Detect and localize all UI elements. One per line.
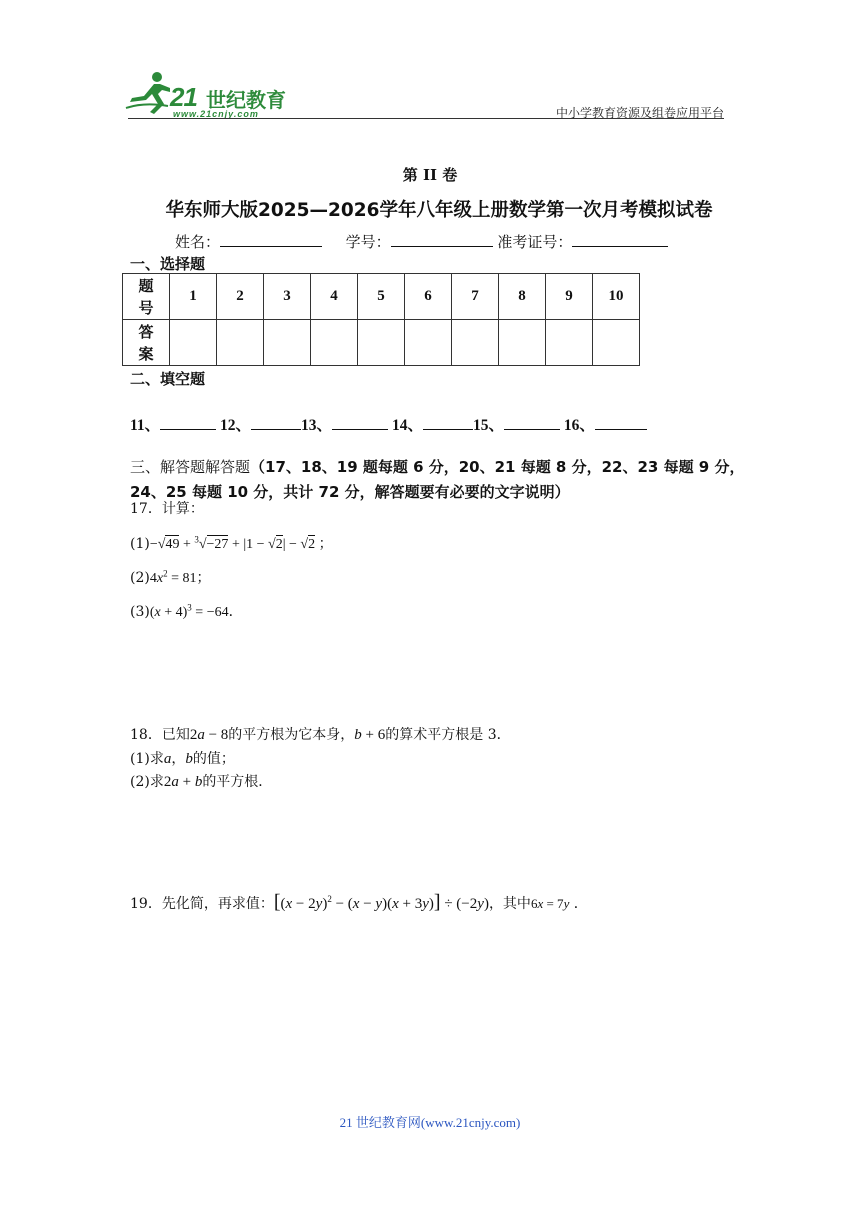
part-label: (3) [130, 604, 150, 620]
question-18-part-2: (2)求2a + b的平方根． [130, 774, 273, 790]
answer-cell[interactable] [499, 320, 546, 366]
fill-blank[interactable] [332, 415, 388, 430]
question-number: 4 [311, 274, 358, 320]
fill-blank[interactable] [251, 415, 301, 430]
blank-label: 16、 [563, 417, 595, 434]
question-number: 2 [217, 274, 264, 320]
platform-label: 中小学教育资源及组卷应用平台 [555, 106, 724, 120]
answer-cell[interactable] [358, 320, 405, 366]
header-divider [128, 118, 724, 119]
question-17-part-1: (1)−√49 + $^3$√−27 + |1 − √2| − √2 ； [130, 534, 333, 552]
answer-cell[interactable] [311, 320, 358, 366]
answer-cell[interactable] [217, 320, 264, 366]
section-solve-prefix: 三、解答题解答题 [130, 458, 251, 476]
text: 的平方根． [202, 774, 273, 790]
exam-id-blank[interactable] [572, 232, 668, 247]
logo-url: www.21cnjy.com [173, 109, 259, 119]
blank-label: 14、 [391, 417, 423, 434]
logo-text: 世纪教育 [206, 88, 286, 112]
answer-cell[interactable] [405, 320, 452, 366]
footer-link[interactable]: 21 世纪教育网(www.21cnjy.com) [339, 1115, 521, 1130]
question-number: 10 [593, 274, 640, 320]
fill-blank[interactable] [504, 415, 560, 430]
question-17-part-3: $(3)(x + 4)^3 = -64$． [130, 602, 243, 620]
question-number: 3 [264, 274, 311, 320]
text: (1)求 [130, 751, 164, 767]
question-18-part-1: (1)求a，b的值； [130, 751, 235, 767]
answer-cell[interactable] [546, 320, 593, 366]
volume-label: 第 II 卷 [402, 166, 458, 184]
name-blank[interactable] [220, 232, 322, 247]
text: 的算术平方根是 3． [385, 727, 511, 743]
section-solve-detail: （17、18、19 题每题 6 分，20、21 每题 8 分，22、23 每题 9 分，24、25 每题 10 分，共计 72 分，解答题要有必要的文字说明） [130, 458, 745, 501]
text: ，其中 [488, 896, 531, 912]
text: 19．先化简，再求值： [130, 896, 274, 912]
text: 的平方根为它本身， [228, 727, 355, 743]
row-header-number: 题 号 [123, 274, 170, 320]
answer-cell[interactable] [264, 320, 311, 366]
question-number: 6 [405, 274, 452, 320]
table-row [123, 274, 640, 320]
blank-label: 11、 [130, 417, 161, 434]
name-label: 姓名： [175, 233, 221, 251]
id-label: 学号： [345, 233, 391, 251]
row-header-answer: 答 案 [123, 320, 170, 366]
section-fill-title: 二、填空题 [130, 370, 206, 388]
section-choice-title: 一、选择题 [130, 255, 206, 273]
question-17-part-2: $(2)4x^2 = 81$； [130, 568, 211, 586]
section-solve-title [130, 455, 770, 505]
table-row [123, 320, 640, 366]
text: (2)求 [130, 774, 164, 790]
answer-cell[interactable] [593, 320, 640, 366]
question-number: 9 [546, 274, 593, 320]
answer-cell[interactable] [170, 320, 217, 366]
fill-blanks [130, 413, 647, 435]
fill-blank[interactable] [595, 415, 647, 430]
page-title: 华东师大版2025—2026学年八年级上册数学第一次月考模拟试卷 [165, 200, 713, 221]
blank-label: 12、 [220, 417, 252, 434]
answer-table [122, 273, 640, 366]
fill-blank[interactable] [160, 415, 216, 430]
id-blank[interactable] [391, 232, 493, 247]
runner-logo-icon [124, 68, 176, 116]
question-19-stem: 19．先化简，再求值：$[(x - 2y)^2 - (x - y)(x + 3y)] \div (-2y)$，其中6x = 7y ． [130, 891, 588, 913]
blank-label: 13、 [301, 417, 333, 434]
part-label: (2) [130, 570, 150, 586]
question-number: 8 [499, 274, 546, 320]
question-number: 1 [170, 274, 217, 320]
question-17-stem: 17．计算： [130, 501, 204, 517]
question-18-stem: 18．已知2a − 8的平方根为它本身，b + 6的算术平方根是 3． [130, 727, 511, 743]
blank-label: 15、 [472, 417, 504, 434]
logo-number: 21 [170, 82, 197, 112]
text: 的值； [192, 751, 235, 767]
fill-blank[interactable] [423, 415, 473, 430]
answer-cell[interactable] [452, 320, 499, 366]
part-label: (1) [130, 536, 150, 552]
question-number: 5 [358, 274, 405, 320]
text: 18．已知 [130, 727, 190, 743]
student-info [175, 231, 668, 252]
question-number: 7 [452, 274, 499, 320]
exam-id-label: 准考证号： [497, 233, 573, 251]
